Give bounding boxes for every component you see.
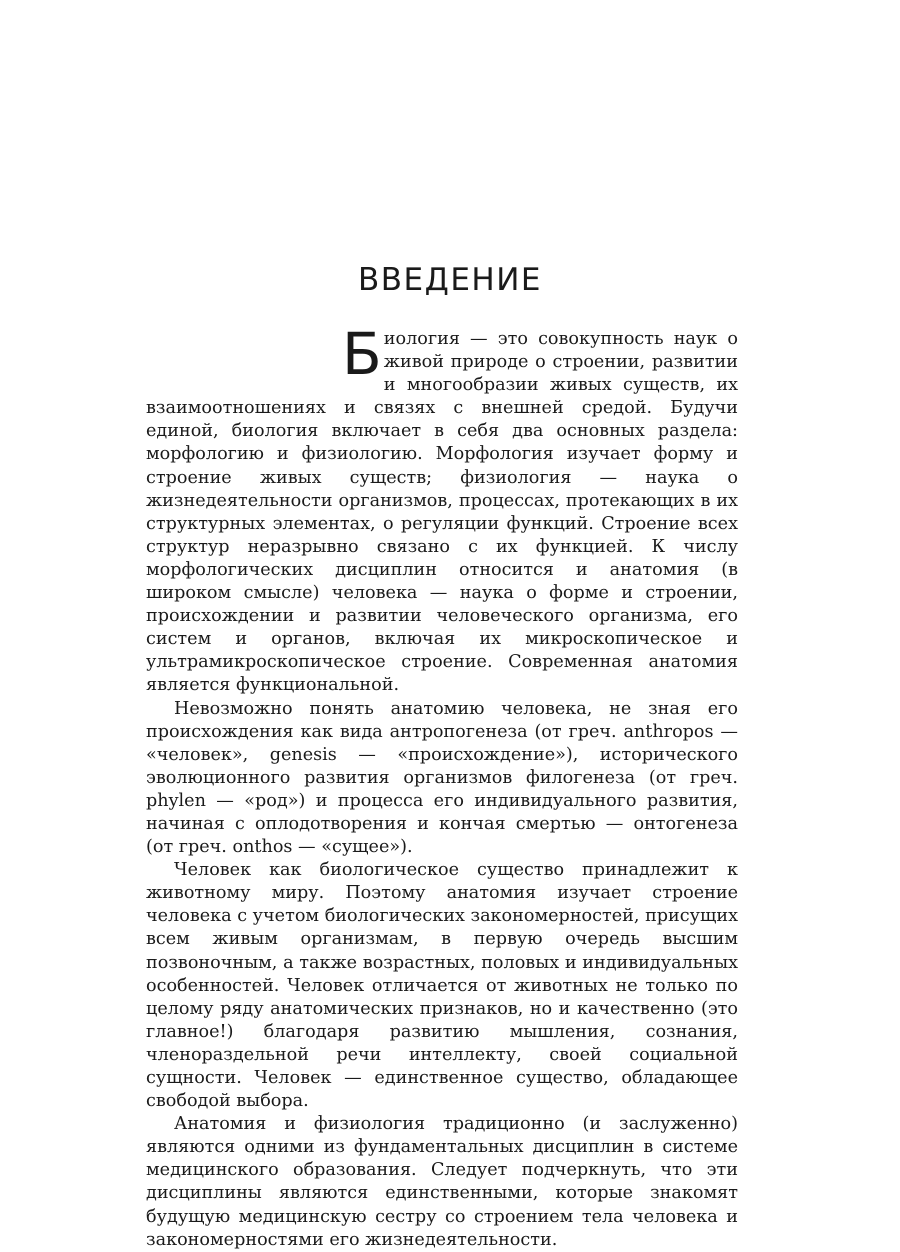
body-text: [146, 320, 738, 1252]
paragraph-1-text: иология — это совокупность наук о живой природе о строении, развитии и многообразии живых существ, их взаимоотношениях и связях с внешней средой. Будучи единой, биология включает в себя два основных раздела: морфологию и физиологию. Морфология изучает форму и строение живых существ; физиология — наука о жизнедеятельности организмов, процессах, протекающих в их структурных элементах, о регуляции функций. Строение всех структур неразрывно связано с их функцией. К числу морфологических дисциплин относится и анатомия (в широком смысле) человека — наука о форме и строении, происхождении и развитии человеческого организма, его систем и органов, включая их микроскопическое и ультрамикроскопическое строение. Современная анатомия является функциональной.: [146, 329, 738, 696]
paragraph-3: Человек как биологическое существо принадлежит к животному миру. Поэтому анатомия изучает строение человека с учетом биологических закономерностей, присущих всем живым организмам, в первую очередь высшим позвоночным, а также возрастных, половых и индивидуальных особенностей. Человек отличается от животных не только по целому ряду анатомических признаков, но и качественно (это главное!) благодаря развитию мышления, сознания, членораздельной речи интеллекту, своей социальной сущности. Человек — единственное существо, обладающее свободой выбора.: [146, 860, 738, 1112]
paragraph-1: [146, 320, 738, 698]
paragraph-4: Анатомия и физиология традиционно (и заслуженно) являются одними из фундаментальных дисциплин в системе медицинского образования. Следует подчеркнуть, что эти дисциплины являются единственными, которые знакомят будущую медицинскую сестру со строением тела человека и закономерностями его жизнедеятельности.: [146, 1114, 738, 1250]
chapter-title: ВВЕДЕНИЕ: [357, 262, 542, 298]
drop-cap: Б: [342, 320, 382, 388]
paragraph-2: Невозможно понять анатомию человека, не зная его происхождения как вида антропогенеза (от греч. anthropos — «человек», genesis — «происхождение»), исторического эволюционного развития организмов филогенеза (от греч. phylen — «род») и процесса его индивидуального развития, начиная с оплодотворения и кончая смертью — онтогенеза (от греч. onthos — «сущее»).: [146, 698, 738, 858]
